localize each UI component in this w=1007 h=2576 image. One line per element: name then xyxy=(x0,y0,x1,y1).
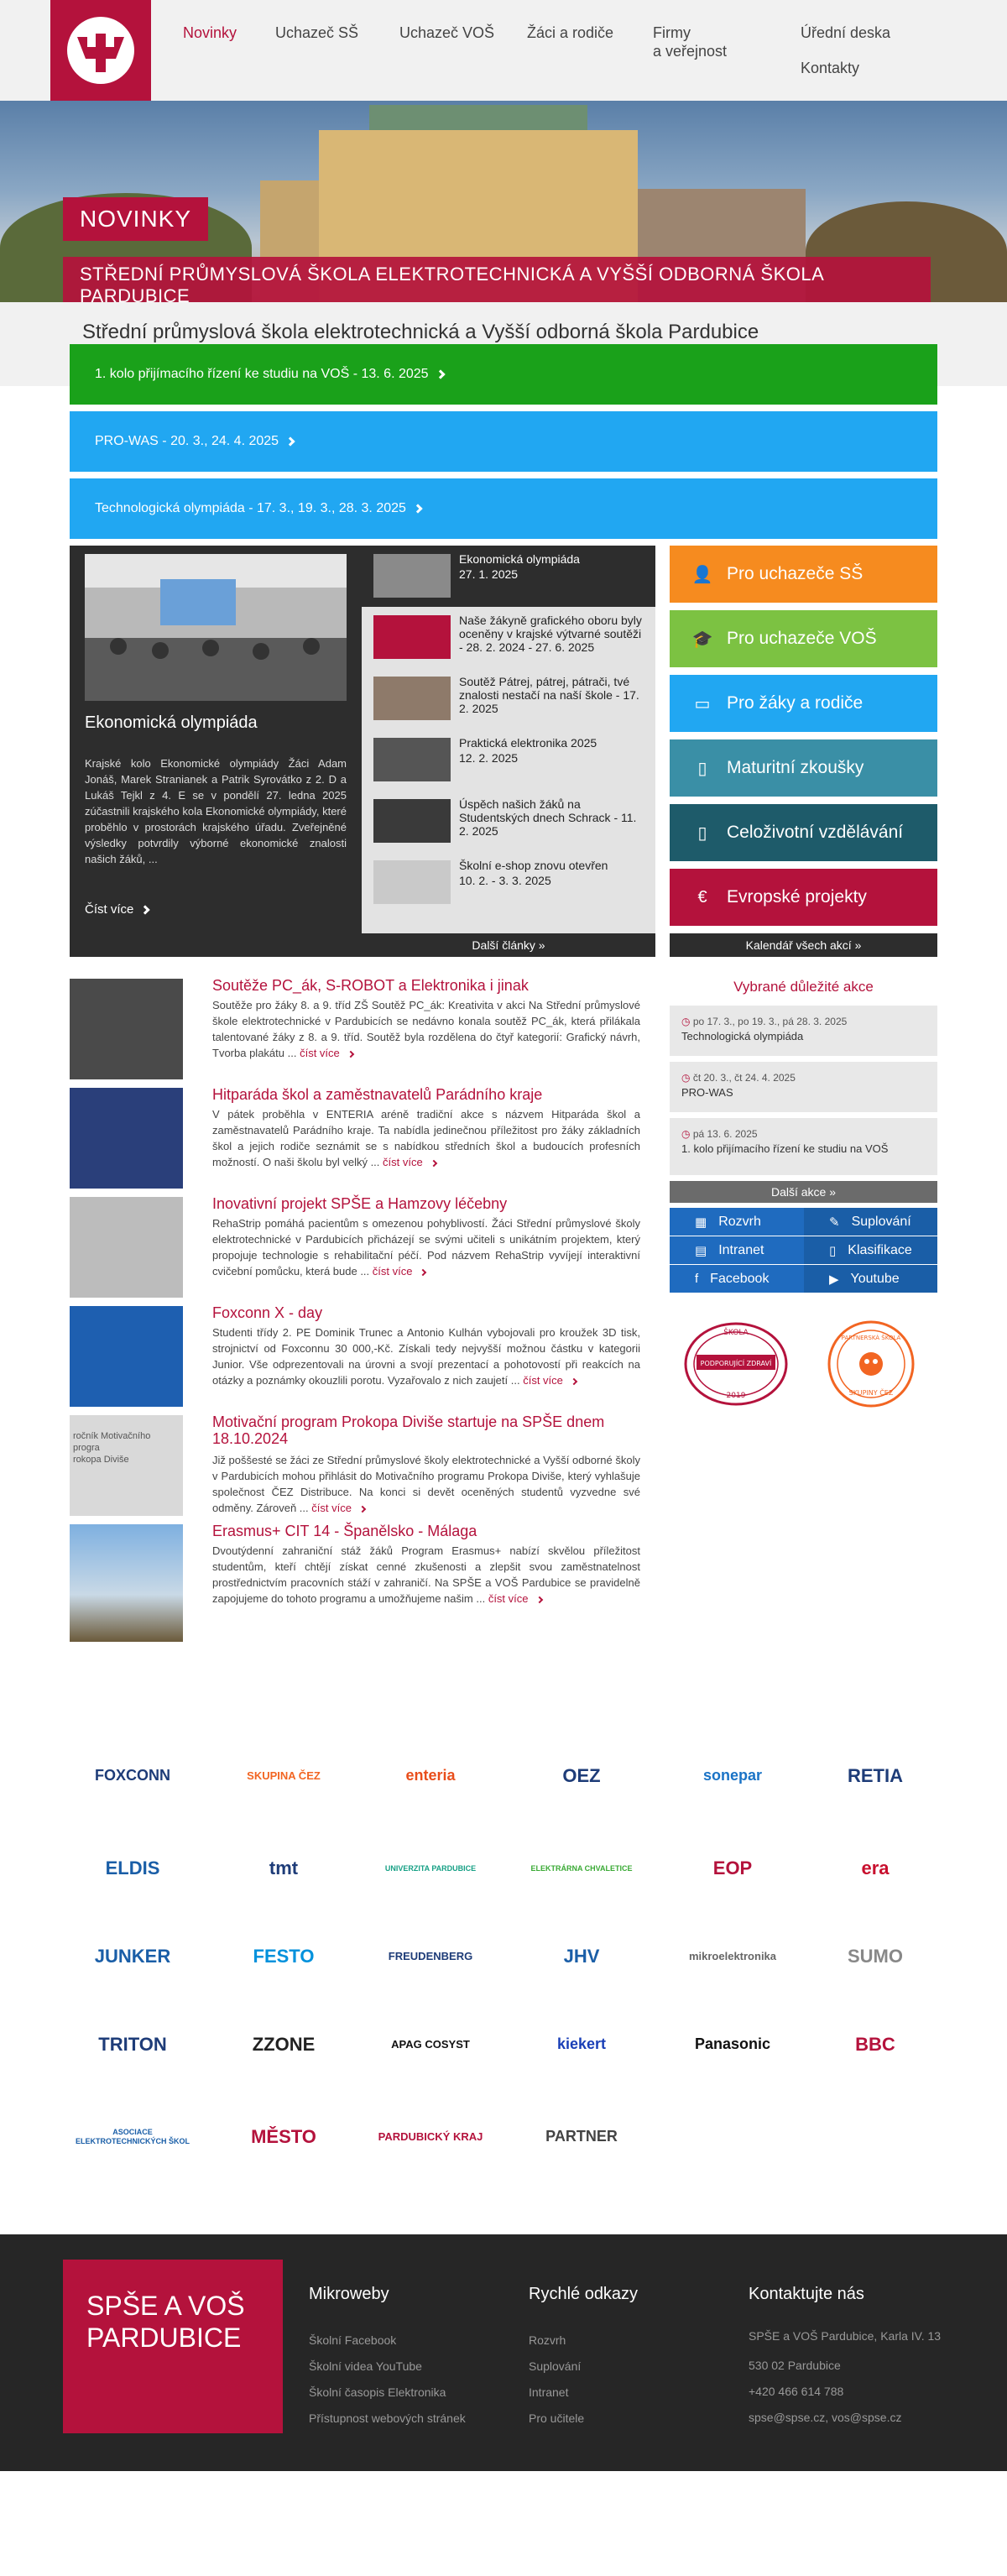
news-thumbnail xyxy=(373,799,451,843)
footer-heading: Rychlé odkazy xyxy=(529,2285,639,2303)
events-title: Vybrané důležité akce xyxy=(733,979,874,995)
seal-bottom-text: SKUPINY ČEZ xyxy=(848,1389,894,1397)
chevron-right-icon xyxy=(413,504,422,513)
btn-celozivotni[interactable] xyxy=(670,804,937,861)
read-more-link[interactable] xyxy=(523,1374,577,1387)
news-thumbnail xyxy=(373,615,451,659)
nav-uredni-deska[interactable]: Úřední deska xyxy=(801,24,891,41)
list-item[interactable] xyxy=(362,791,655,852)
side-button-label: Maturitní zkoušky xyxy=(727,758,864,777)
btn-pro-zaky-rodice[interactable] xyxy=(670,675,937,732)
article-thumbnail xyxy=(70,1415,183,1516)
chevron-right-icon xyxy=(347,1051,354,1058)
partner-logo[interactable]: SKUPINA ČEZ xyxy=(247,1769,321,1783)
more-articles-label: Další články xyxy=(472,938,535,952)
audience-buttons xyxy=(670,546,937,952)
side-button-label: Evropské projekty xyxy=(727,887,867,907)
double-chevron-icon: » xyxy=(538,938,545,952)
event-title: PRO-WAS xyxy=(681,1086,733,1099)
quick-klasifikace[interactable] xyxy=(804,1236,937,1264)
partner-logo[interactable]: JHV xyxy=(563,1945,600,1967)
read-more-link[interactable] xyxy=(383,1156,436,1168)
news-title: Školní e-shop znovu otevřen xyxy=(459,859,608,872)
news-date: - 28. 2. 2024 - 27. 6. 2025 xyxy=(459,640,595,654)
seal-mid-text: PODPORUJÍCÍ ZDRAVÍ xyxy=(700,1360,772,1367)
nav-novinky[interactable]: Novinky xyxy=(183,24,237,41)
article-thumbnail xyxy=(70,1306,183,1407)
news-thumbnail xyxy=(373,860,451,904)
nav-zaci-rodice[interactable]: Žáci a rodiče xyxy=(527,24,614,41)
footer-link[interactable]: Školní časopis Elektronika xyxy=(309,2385,446,2399)
partner-logo[interactable]: PARDUBICKÝ KRAJ xyxy=(378,2130,483,2144)
right-column xyxy=(670,979,937,1427)
quick-label: Youtube xyxy=(850,1271,900,1286)
partner-logo[interactable]: Panasonic xyxy=(694,2035,771,2053)
footer-phone[interactable]: +420 466 614 788 xyxy=(749,2385,844,2398)
read-more-label: číst více xyxy=(383,1156,423,1168)
partner-logo[interactable]: enteria xyxy=(405,1767,456,1784)
document-icon: ▯ xyxy=(829,1243,837,1258)
featured-article xyxy=(70,546,362,957)
news-thumbnail xyxy=(373,554,451,598)
footer-link[interactable]: Školní Facebook xyxy=(309,2333,397,2347)
facebook-icon: f xyxy=(695,1272,699,1286)
news-date: 12. 2. 2025 xyxy=(459,751,519,765)
double-chevron-icon: » xyxy=(829,1185,837,1199)
footer-email[interactable]: spse@spse.cz, vos@spse.cz xyxy=(749,2411,902,2424)
partner-logo[interactable]: kiekert xyxy=(556,2035,607,2053)
news-title: Naše žákyně grafického oboru byly oceněny v krajské výtvarné soutěži xyxy=(459,614,642,640)
side-button-label: Pro uchazeče SŠ xyxy=(727,564,864,583)
featured-title[interactable]: Ekonomická olympiáda xyxy=(85,713,258,732)
event-item[interactable] xyxy=(670,1062,937,1112)
quick-rozvrh[interactable] xyxy=(670,1208,804,1236)
quick-label: Facebook xyxy=(710,1271,770,1286)
logo-mark-icon xyxy=(62,12,139,89)
nav-kontakty[interactable]: Kontakty xyxy=(801,60,860,76)
event-title: Technologická olympiáda xyxy=(681,1030,804,1042)
list-item[interactable] xyxy=(362,668,655,729)
footer-link[interactable]: Intranet xyxy=(529,2385,569,2399)
read-more-link[interactable] xyxy=(373,1265,426,1278)
event-item[interactable] xyxy=(670,1118,937,1175)
school-logo[interactable] xyxy=(50,0,151,101)
footer-link[interactable]: Pro učitele xyxy=(529,2411,585,2425)
read-more-label: číst více xyxy=(300,1047,340,1059)
article-title[interactable]: Hitparáda škol a zaměstnavatelů Parádního kraje xyxy=(212,1086,543,1103)
nav-uchazec-ss[interactable]: Uchazeč SŠ xyxy=(275,24,359,41)
play-icon: ▶ xyxy=(829,1272,839,1287)
news-title: Praktická elektronika 2025 xyxy=(459,736,597,750)
article-title[interactable]: Foxconn X - day xyxy=(212,1304,323,1321)
more-events-label: Další akce xyxy=(770,1185,827,1199)
quick-label: Suplování xyxy=(851,1214,911,1229)
article-title[interactable]: Inovativní projekt SPŠE a Hamzovy léčebny xyxy=(212,1195,508,1212)
article-title[interactable]: Erasmus+ CIT 14 - Španělsko - Málaga xyxy=(212,1523,477,1539)
featured-photo xyxy=(85,554,347,701)
article-thumbnail xyxy=(70,979,183,1079)
partner-logo[interactable]: BBC xyxy=(855,2033,895,2055)
hero-tag: NOVINKY xyxy=(63,197,208,241)
footer-quick xyxy=(529,2285,722,2432)
footer-heading: Kontaktujte nás xyxy=(749,2285,864,2303)
server-icon: ▤ xyxy=(695,1243,707,1258)
user-icon: 👤 xyxy=(691,565,713,584)
calendar-button[interactable] xyxy=(670,933,937,957)
graduation-cap-icon: 🎓 xyxy=(691,630,713,649)
partner-logo[interactable]: MĚSTO xyxy=(251,2125,316,2147)
euro-icon: € xyxy=(697,887,707,907)
document-icon: ▯ xyxy=(697,823,707,843)
document-icon: ▯ xyxy=(697,759,707,778)
event-item[interactable] xyxy=(670,1006,937,1056)
page-subtitle: Střední průmyslová škola elektrotechnická a Vyšší odborná škola Pardubice xyxy=(82,321,759,343)
partner-logo[interactable]: OEZ xyxy=(562,1764,601,1786)
list-item[interactable] xyxy=(362,607,655,668)
chevron-right-icon xyxy=(359,1506,366,1513)
article-thumbnail xyxy=(70,1524,183,1642)
footer-link[interactable]: Rozvrh xyxy=(529,2333,566,2347)
article-title[interactable]: Soutěže PC_ák, S-ROBOT a Elektronika i jinak xyxy=(212,977,529,994)
news-date: - 11. 2. 2025 xyxy=(459,811,637,838)
chevron-right-icon xyxy=(141,905,150,914)
cez-partner-seal[interactable] xyxy=(825,1318,917,1410)
quick-label: Klasifikace xyxy=(848,1242,912,1257)
calendar-icon: ▦ xyxy=(695,1215,707,1230)
btn-pro-uchazece-vos[interactable] xyxy=(670,610,937,667)
partner-logo[interactable]: FREUDENBERG xyxy=(388,1950,473,1963)
article-text: Dvoutýdenní zahraniční stáž žáků Program Erasmus+ nabízí skvělou příležitost studentům, kteří chtějí získat cenné zkušenosti a zlepšit svou zaměstnatelnost prostřednictvím pracovních stáží v zahraničí. Na SPŠE a VOŠ Pardubice se pravidelně zapojujeme do tohoto programu a umožňujeme našim ... xyxy=(212,1544,640,1605)
partner-logo[interactable]: ELDIS xyxy=(105,1857,160,1878)
event-title: 1. kolo přijímacího řízení ke studiu na VOŠ xyxy=(681,1142,889,1155)
quick-suplovani[interactable] xyxy=(804,1208,937,1236)
footer-city: 530 02 Pardubice xyxy=(749,2359,841,2372)
footer-contact xyxy=(749,2285,946,2431)
article-text: Již poššesté se žáci ze Střední průmyslové školy elektrotechnické a Vyšší odborné školy v Pardubicích mohou přihlásit do Motivačního programu Prokopa Diviše, který vyhlašuje společnost ČEZ Distribuce. Na konci si devět oceněných studentů vyzvedne své odměny. Zároveň ... xyxy=(212,1454,640,1514)
list-item[interactable] xyxy=(362,852,655,913)
hero-title: STŘEDNÍ PRŮMYSLOVÁ ŠKOLA ELEKTROTECHNICKÁ A VYŠŠÍ ODBORNÁ ŠKOLA PARDUBICE xyxy=(63,257,931,302)
article-thumbnail xyxy=(70,1088,183,1189)
quick-intranet[interactable] xyxy=(670,1236,804,1264)
read-more-label: číst více xyxy=(372,1265,413,1278)
banner-label: PRO-WAS - 20. 3., 24. 4. 2025 xyxy=(95,434,279,448)
partner-logo[interactable]: RETIA xyxy=(848,1764,903,1786)
read-more-link[interactable] xyxy=(300,1047,353,1059)
partner-logo[interactable]: mikroelektronika xyxy=(688,1950,777,1963)
event-date: ◷ čt 20. 3., čt 24. 4. 2025 xyxy=(681,1072,796,1084)
partner-logo[interactable]: SUMO xyxy=(848,1945,903,1967)
btn-maturitni-zkousky[interactable] xyxy=(670,739,937,797)
article-text: Studenti třídy 2. PE Dominik Trunec a Antonio Kulhán vybojovali pro kroužek 3D tisk, strojnictví od Foxconnu 30 000,-Kč. Získali tedy nejvyšší možnou částku v kategorii Junior. Vše odprezentovali na úrovni a svojí prezentací a pohotovostí při reakcích na otázky a poznámky okouzlili porotu. Vyzařovalo z nich zaujetí ... xyxy=(212,1326,640,1387)
site-header xyxy=(0,0,1007,101)
chevron-right-icon xyxy=(420,1269,426,1276)
read-more-link[interactable] xyxy=(488,1592,542,1605)
article-text: V pátek proběhla v ENTERIA aréně tradiční akce s názvem Hitparáda škol a zaměstnavatelů Parádního kraje. Ta nabídla jedinečnou příležitost pro žáky základních škol a jejich rodiče seznámit se s nabídkou středních škol a budoucích profesních možností. O naši školu byl velký ... xyxy=(212,1108,640,1168)
main-nav xyxy=(183,24,938,91)
read-more-link[interactable] xyxy=(311,1502,365,1514)
thumbnail-caption: ročník Motivačního progra rokopa Diviše xyxy=(73,1431,151,1465)
featured-text: Krajské kolo Ekonomické olympiády Žáci Adam Jonáš, Marek Stranianek a Patrik Syrovátko z 2. D a Lukáš Tejkl z 4. E se v pondělí 27. ledna 2025 zúčastnili krajského kola Ekonomické olympiády, které proběhlo v prostorách krajského úřadu. Zveřejněné výsledky potvrdily výborné ekonomické znalosti našich žáků, ... xyxy=(85,757,347,865)
btn-pro-uchazece-ss[interactable] xyxy=(670,546,937,603)
footer-address: SPŠE a VOŠ Pardubice, Karla IV. 13 xyxy=(749,2329,942,2343)
article-thumbnail xyxy=(70,1197,183,1298)
partner-logo[interactable]: FESTO xyxy=(253,1945,315,1967)
partner-logo[interactable]: ELEKTRÁRNA CHVALETICE xyxy=(530,1863,633,1873)
pencil-icon: ✎ xyxy=(829,1215,840,1230)
seal-top-text: PARTNERSKÁ ŠKOLA xyxy=(841,1335,901,1341)
seal-year: 2019 xyxy=(726,1392,746,1400)
chevron-right-icon xyxy=(430,1160,436,1167)
partner-logo[interactable]: PARTNER xyxy=(545,2128,618,2145)
partner-logo[interactable]: EOP xyxy=(712,1857,753,1878)
list-item[interactable] xyxy=(362,546,655,607)
quick-facebook[interactable] xyxy=(670,1265,804,1293)
footer-link[interactable]: Suplování xyxy=(529,2359,582,2373)
news-date: 27. 1. 2025 xyxy=(459,567,519,581)
healthy-school-seal[interactable] xyxy=(681,1318,790,1410)
banner-label: 1. kolo přijímacího řízení ke studiu na VOŠ - 13. 6. 2025 xyxy=(95,367,429,381)
partner-logos xyxy=(70,1751,937,2238)
news-title: Soutěž Pátrej, pátrej, pátrači, tvé znalosti nestačí na naší škole xyxy=(459,675,630,702)
featured-read-more[interactable] xyxy=(85,902,149,917)
news-thumbnail xyxy=(373,677,451,720)
partner-logo[interactable]: ASOCIACE ELEKTROTECHNICKÝCH ŠKOL xyxy=(75,2128,190,2145)
footer-heading: Mikroweby xyxy=(309,2285,389,2303)
chevron-right-icon xyxy=(571,1378,577,1385)
news-list xyxy=(362,546,655,957)
article-text: RehaStrip pomáhá pacientům s omezenou pohyblivostí. Žáci Střední průmyslové školy elektrotechnické v Pardubicích přicházejí se svými učiteli s unikátním projektem, který propojuje technologie s rehabilitační péčí. Pod názvem RehaStrip vyvíjejí interaktivní cvičební pomůcku, která bude ... xyxy=(212,1217,640,1278)
footer-link[interactable]: Školní videa YouTube xyxy=(309,2359,422,2373)
banner-tech-olympiad[interactable] xyxy=(70,478,937,539)
nav-firmy[interactable]: Firmy a veřejnost xyxy=(653,24,728,60)
double-chevron-icon: » xyxy=(854,938,862,952)
more-events-button[interactable] xyxy=(670,1181,937,1203)
quick-label: Rozvrh xyxy=(718,1214,761,1229)
quick-youtube[interactable] xyxy=(804,1265,937,1293)
side-button-label: Celoživotní vzdělávání xyxy=(727,823,904,842)
side-button-label: Pro uchazeče VOŠ xyxy=(727,629,877,648)
event-date: ◷ pá 13. 6. 2025 xyxy=(681,1128,758,1140)
read-more-label: číst více xyxy=(523,1374,563,1387)
site-footer xyxy=(0,2234,1007,2471)
more-articles-button[interactable] xyxy=(362,933,655,957)
chevron-right-icon xyxy=(535,1596,542,1603)
partner-logo[interactable]: era xyxy=(861,1857,890,1878)
read-more-label: číst více xyxy=(488,1592,529,1605)
read-more-label: Číst více xyxy=(85,902,134,917)
footer-microweb xyxy=(309,2285,502,2432)
chevron-right-icon xyxy=(436,369,445,379)
side-button-label: Pro žáky a rodiče xyxy=(727,693,864,713)
nav-uchazec-vos[interactable]: Uchazeč VOŠ xyxy=(399,24,495,41)
news-date: 10. 2. - 3. 3. 2025 xyxy=(459,874,551,887)
chevron-right-icon xyxy=(285,436,295,446)
partner-logo[interactable]: TRITON xyxy=(98,2033,167,2055)
list-item[interactable] xyxy=(362,729,655,791)
btn-evropske-projekty[interactable] xyxy=(670,869,937,926)
news-title: Úspěch našich žáků na Studentských dnech Schrack xyxy=(459,797,611,824)
partner-logo[interactable]: tmt xyxy=(269,1857,299,1878)
banner-vos-admission[interactable] xyxy=(70,344,937,405)
news-date: - 17. 2. 2025 xyxy=(459,688,639,715)
read-more-label: číst více xyxy=(311,1502,352,1514)
article-title[interactable]: Motivační program Prokopa Diviše startuje na SPŠE dnem 18.10.2024 xyxy=(212,1413,605,1447)
banner-pro-was[interactable] xyxy=(70,411,937,472)
calendar-label: Kalendář všech akcí xyxy=(745,938,852,952)
footer-brand: SPŠE A VOŠ PARDUBICE xyxy=(63,2260,283,2433)
event-date: ◷ po 17. 3., po 19. 3., pá 28. 3. 2025 xyxy=(681,1016,847,1027)
quick-links-grid xyxy=(670,1208,937,1293)
article-text: Soutěže pro žáky 8. a 9. tříd ZŠ Soutěž PC_ák: Kreativita v akci Na Střední průmyslové škole elektrotechnické v Pardubicích se nedávno konala soutěž PC_ák, která přilákala talentované žáky z 8. a 9. tříd. Soutěž byla rozdělena do čtyř kategorií: Grafický návrh, Tvorba plakátu ... xyxy=(212,999,640,1059)
partner-logo[interactable]: FOXCONN xyxy=(95,1767,170,1784)
monitor-icon: ▭ xyxy=(694,694,711,713)
partner-logo[interactable]: ZZONE xyxy=(252,2033,316,2055)
partner-logo[interactable]: UNIVERZITA PARDUBICE xyxy=(384,1863,477,1873)
partner-logo[interactable]: sonepar xyxy=(702,1767,763,1784)
banner-label: Technologická olympiáda - 17. 3., 19. 3., 28. 3. 2025 xyxy=(95,501,406,515)
news-thumbnail xyxy=(373,738,451,781)
hero-image xyxy=(0,101,1007,302)
footer-link[interactable]: Přístupnost webových stránek xyxy=(309,2411,466,2425)
seal-top-text: ŠKOLA xyxy=(723,1329,749,1337)
partner-logo[interactable]: JUNKER xyxy=(94,1945,171,1967)
quick-label: Intranet xyxy=(718,1242,764,1257)
partner-logo[interactable]: APAG COSYST xyxy=(391,2038,470,2051)
news-title: Ekonomická olympiáda xyxy=(459,552,580,566)
